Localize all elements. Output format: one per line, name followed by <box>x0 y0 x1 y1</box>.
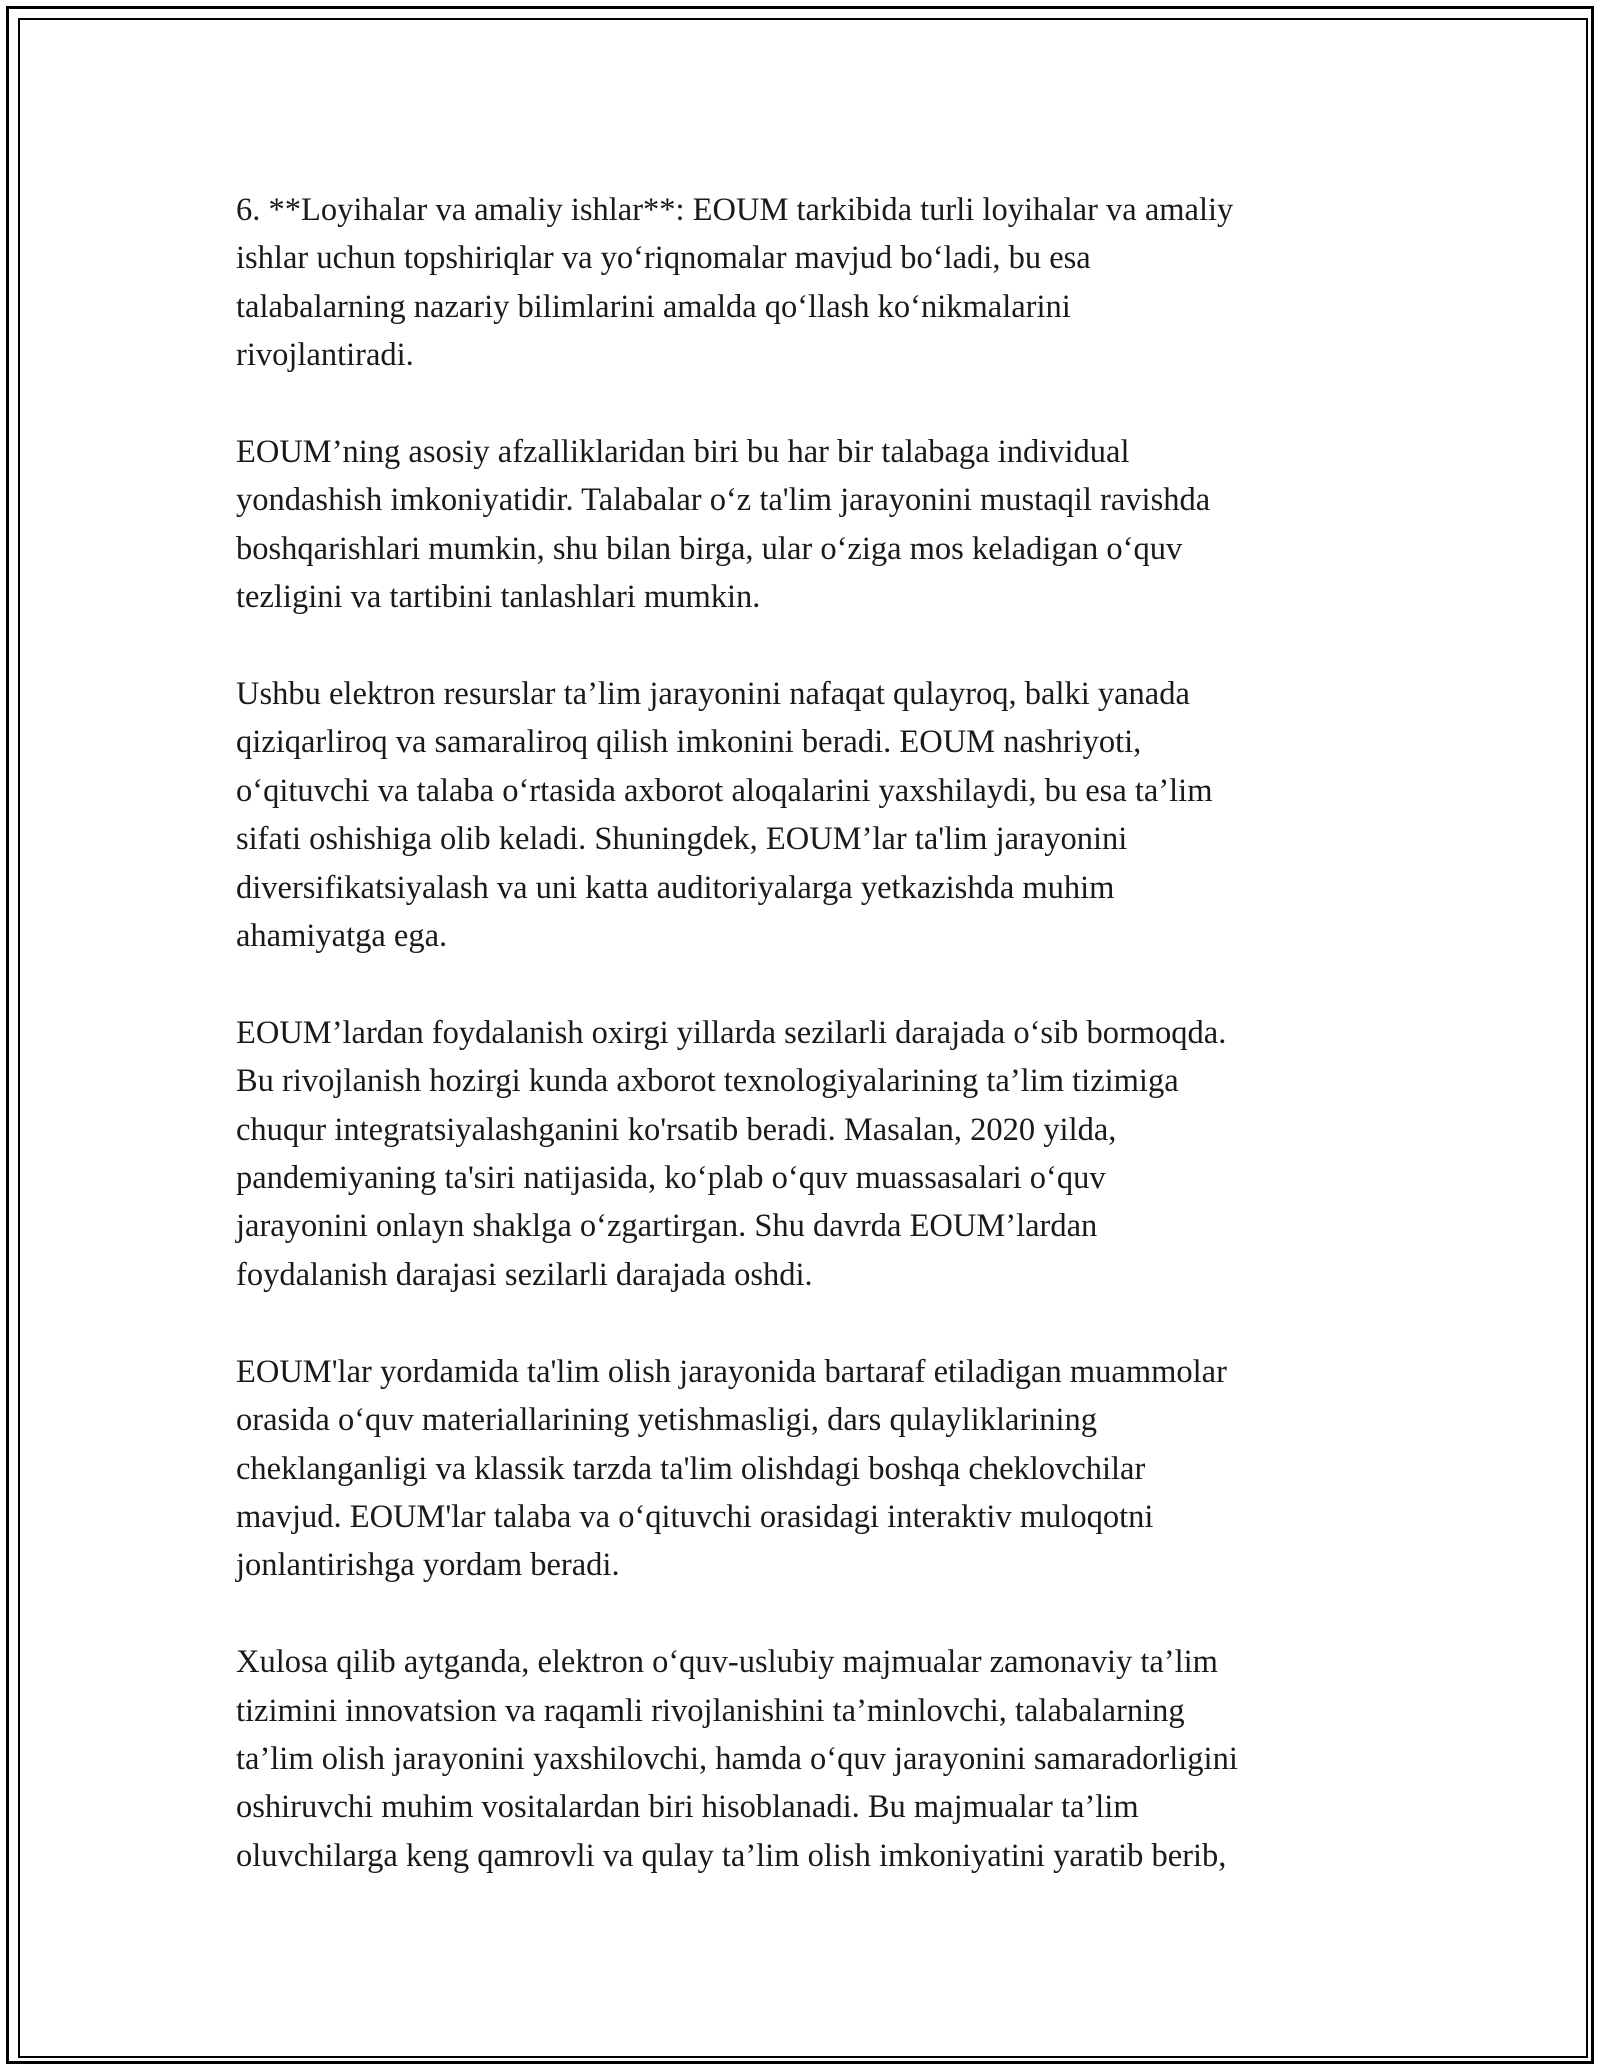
text-line: ta’lim olish jarayonini yaxshilovchi, hamda o‘quv jarayonini samaradorligini <box>236 1740 1238 1777</box>
paragraph-projects <box>236 186 1386 380</box>
paragraph-problems-solved <box>236 1348 1386 1590</box>
document-body <box>236 186 1386 1929</box>
text-line: boshqarishlari mumkin, shu bilan birga, ular o‘ziga mos keladigan o‘quv <box>236 530 1183 567</box>
paragraph-individual-approach <box>236 428 1386 622</box>
text-line: tizimini innovatsion va raqamli rivojlanishini ta’minlovchi, talabalarning <box>236 1692 1185 1729</box>
text-line: jarayonini onlayn shaklga o‘zgartirgan. Shu davrda EOUM’lardan <box>236 1208 1098 1245</box>
text-line: pandemiyaning ta'siri natijasida, ko‘plab o‘quv muassasalari o‘quv <box>236 1160 1106 1197</box>
text-line: jonlantirishga yordam beradi. <box>236 1547 620 1584</box>
text-line: o‘qituvchi va talaba o‘rtasida axborot aloqalarini yaxshilaydi, bu esa ta’lim <box>236 772 1213 809</box>
text-line: oshiruvchi muhim vositalardan biri hisoblanadi. Bu majmualar ta’lim <box>236 1789 1139 1826</box>
text-line: EOUM'lar yordamida ta'lim olish jarayonida bartaraf etiladigan muammolar <box>236 1353 1227 1390</box>
text-line: cheklanganligi va klassik tarzda ta'lim olishdagi boshqa cheklovchilar <box>236 1450 1146 1487</box>
paragraph-conclusion <box>236 1638 1386 1880</box>
text-line: ahamiyatga ega. <box>236 918 448 955</box>
text-line: talabalarning nazariy bilimlarini amalda qo‘llash ko‘nikmalarini <box>236 288 1071 325</box>
text-line: Ushbu elektron resurslar ta’lim jarayonini nafaqat qulayroq, balki yanada <box>236 676 1190 713</box>
text-line: qiziqarliroq va samaraliroq qilish imkonini beradi. EOUM nashriyoti, <box>236 724 1142 761</box>
text-line: ishlar uchun topshiriqlar va yo‘riqnomalar mavjud bo‘ladi, bu esa <box>236 240 1091 277</box>
text-line: EOUM’ning asosiy afzalliklaridan biri bu har bir talabaga individual <box>236 434 1130 471</box>
text-line: mavjud. EOUM'lar talaba va o‘qituvchi orasidagi interaktiv muloqotni <box>236 1498 1154 1535</box>
text-line: Xulosa qilib aytganda, elektron o‘quv-uslubiy majmualar zamonaviy ta’lim <box>236 1644 1218 1681</box>
text-line: yondashish imkoniyatidir. Talabalar o‘z ta'lim jarayonini mustaqil ravishda <box>236 482 1211 519</box>
text-line: Bu rivojlanish hozirgi kunda axborot texnologiyalarining ta’lim tizimiga <box>236 1063 1179 1100</box>
text-line: foydalanish darajasi sezilarli darajada oshdi. <box>236 1256 813 1293</box>
text-line: diversifikatsiyalash va uni katta auditoriyalarga yetkazishda muhim <box>236 869 1115 906</box>
text-line: oluvchilarga keng qamrovli va qulay ta’lim olish imkoniyatini yaratib berib, <box>236 1837 1227 1874</box>
text-line: EOUM’lardan foydalanish oxirgi yillarda sezilarli darajada o‘sib bormoqda. <box>236 1014 1227 1051</box>
text-line: rivojlantiradi. <box>236 337 414 374</box>
text-line: 6. **Loyihalar va amaliy ishlar**: EOUM tarkibida turli loyihalar va amaliy <box>236 192 1234 228</box>
text-line: tezligini va tartibini tanlashlari mumkin. <box>236 579 761 616</box>
text-line: chuqur integratsiyalashganini ko'rsatib beradi. Masalan, 2020 yilda, <box>236 1111 1117 1148</box>
text-line: sifati oshishiga olib keladi. Shuningdek, EOUM’lar ta'lim jarayonini <box>236 821 1128 858</box>
text-line: orasida o‘quv materiallarining yetishmasligi, dars qulayliklarining <box>236 1402 1098 1439</box>
paragraph-electronic-resources <box>236 670 1386 960</box>
paragraph-usage-growth <box>236 1009 1386 1299</box>
